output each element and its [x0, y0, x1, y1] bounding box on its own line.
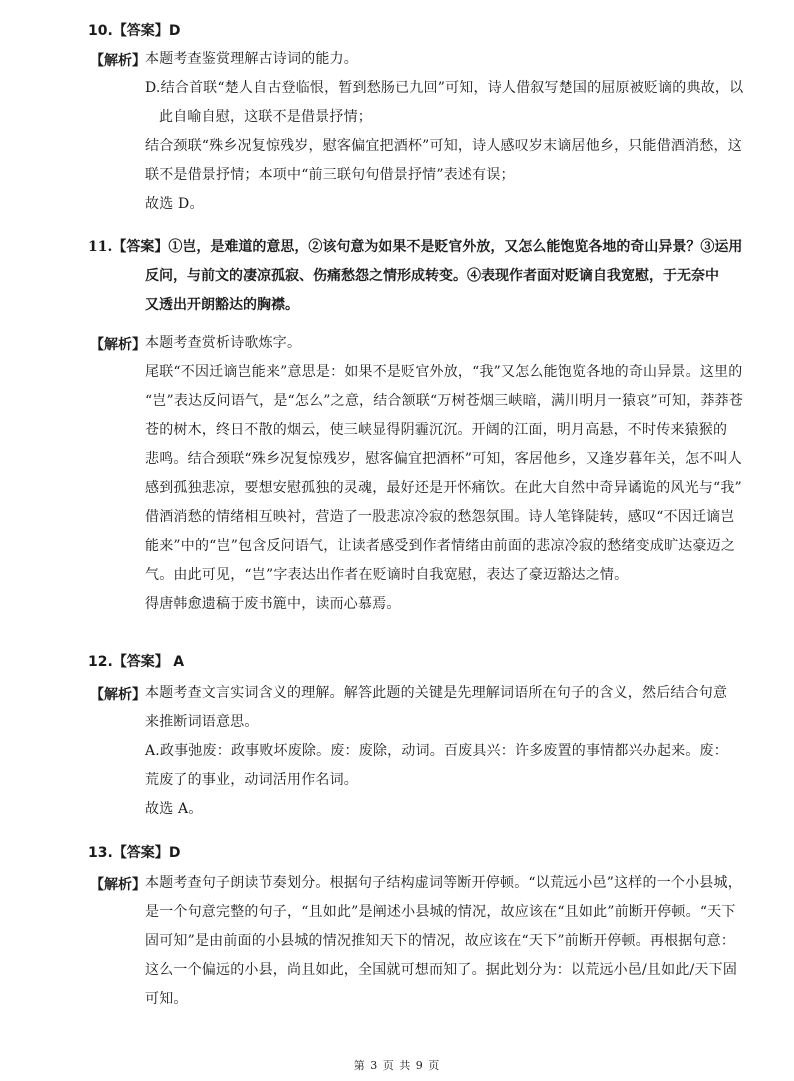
q10-analysis-tag: 【解析】 [90, 53, 146, 69]
q10-line-5: 联不是借景抒情；本项中“前三联句句借景抒情”表述有误； [145, 167, 515, 183]
q12-number: 12. [88, 654, 113, 670]
q11-answer-block [88, 233, 743, 320]
q12-answer-tag: 【答案】 [112, 654, 169, 670]
q11-analysis-tag: 【解析】 [90, 337, 146, 353]
q10-line-1: 本题考查鉴赏理解古诗词的能力。 [145, 51, 358, 67]
q10-line-2: D.结合首联“楚人自古登临恨，暂到愁肠已九回”可知，诗人借叙写楚国的屈原被贬谪的典故，以 [145, 80, 744, 96]
q10-analysis [145, 45, 744, 219]
q11-line-3: “岂”表达反问语气，是“怎么”之意，结合颔联“万树苍烟三峡暗，满川明月一猿哀”可知，莽莽苍 [145, 393, 743, 409]
q10-header [88, 20, 180, 40]
page-footer: 第 3 页 共 9 页 [353, 1059, 441, 1072]
q12-line-1: 本题考查文言实词含义的理解。解答此题的关键是先理解词语所在句子的含义，然后结合句意 [145, 685, 728, 701]
q13-line-2: 是一个句意完整的句子，“且如此”是阐述小县城的情况，故应该在“且如此”前断开停顿。“天下 [145, 904, 736, 920]
q13-line-4: 这么一个偏远的小县，尚且如此，全国就可想而知了。据此划分为：以荒远小邑/且如此/天下固 [145, 962, 738, 978]
q10-number: 10. [88, 23, 113, 39]
q12-line-3: A.政事弛废：政事败坏废除。废：废除，动词。百废具兴：许多废置的事情都兴办起来。废： [145, 743, 728, 759]
q10-line-4: 结合颈联“殊乡况复惊残岁，慰客偏宜把酒杯”可知，诗人感叹岁末谪居他乡，只能借酒消愁，这 [145, 138, 742, 154]
q13-answer: D [168, 845, 181, 861]
q12-line-5: 故选 A。 [145, 801, 203, 817]
q13-analysis [145, 869, 742, 1014]
q10-answer: D [168, 23, 181, 39]
q13-number: 13. [88, 845, 113, 861]
q13-line-5: 可知。 [145, 991, 188, 1007]
q10-answer-tag: 【答案】 [112, 23, 169, 39]
q11-answer-tag: 【答案】 [112, 239, 169, 255]
q12-header [88, 651, 184, 671]
q12-answer: A [173, 654, 185, 670]
q11-line-5: 悲鸣。结合颈联“殊乡况复惊残岁，慰客偏宜把酒杯”可知，客居他乡，又逢岁暮年关，怎不叫人 [145, 451, 742, 467]
q12-line-4: 荒废了的事业，动词活用作名词。 [145, 772, 358, 788]
q13-header [88, 842, 180, 862]
q11-analysis [145, 329, 743, 619]
q11-line-2: 尾联“不因迁谪岂能来”意思是：如果不是贬官外放，“我”又怎么能饱览各地的奇山异景。这里的 [145, 364, 743, 380]
q11-line-10: 得唐韩愈遗稿于废书簏中，读而心慕焉。 [145, 596, 401, 612]
q12-analysis [145, 679, 728, 824]
q12-analysis-tag: 【解析】 [90, 687, 146, 703]
q11-line-4: 苍的树木，终日不散的烟云，使三峡显得阴霾沉沉。开阔的江面，明月高悬，不时传来猿猴的 [145, 422, 728, 438]
q11-line-8: 能来”中的“岂”包含反问语气，让读者感受到作者情绪由前面的悲凉冷寂的愁绪变成旷达豪迈之 [145, 538, 736, 554]
q10-line-6: 故选 D。 [145, 196, 204, 212]
q11-number: 11. [88, 239, 113, 255]
q11-answer-line-3: 又透出开朗豁达的胸襟。 [145, 297, 299, 313]
q12-line-2: 来推断词语意思。 [145, 714, 259, 730]
q11-line-1: 本题考查赏析诗歌炼字。 [145, 335, 302, 351]
q13-line-1: 本题考查句子朗读节奏划分。根据句子结构虚词等断开停顿。“以荒远小邑”这样的一个小县城， [145, 875, 742, 891]
q13-analysis-tag: 【解析】 [90, 877, 146, 893]
q10-line-3: 此自喻自慰，这联不是借景抒情； [159, 109, 372, 125]
q13-line-3: 固可知”是由前面的小县城的情况推知天下的情况，故应该在“天下”前断开停顿。再根据句意： [145, 933, 736, 949]
q11-line-6: 感到孤独悲凉，要想安慰孤独的灵魂，最好还是开怀痛饮。在此大自然中奇异谲诡的风光与“我” [145, 480, 742, 496]
q11-line-9: 气。由此可见，“岂”字表达出作者在贬谪时自我宽慰，表达了豪迈豁达之情。 [145, 567, 629, 583]
q13-answer-tag: 【答案】 [112, 845, 169, 861]
q11-answer-line-1: ①岂，是难道的意思，②该句意为如果不是贬官外放，又怎么能饱览各地的奇山异景？③运用 [168, 239, 743, 255]
q11-line-7: 借酒消愁的情绪相互映衬，营造了一股悲凉冷寂的愁怨氛围。诗人笔锋陡转，感叹“不因迁谪岂 [145, 509, 735, 525]
q11-answer-line-2: 反问，与前文的凄凉孤寂、伤痛愁怨之情形成转变。④表现作者面对贬谪自我宽慰，于无奈中 [145, 268, 719, 284]
